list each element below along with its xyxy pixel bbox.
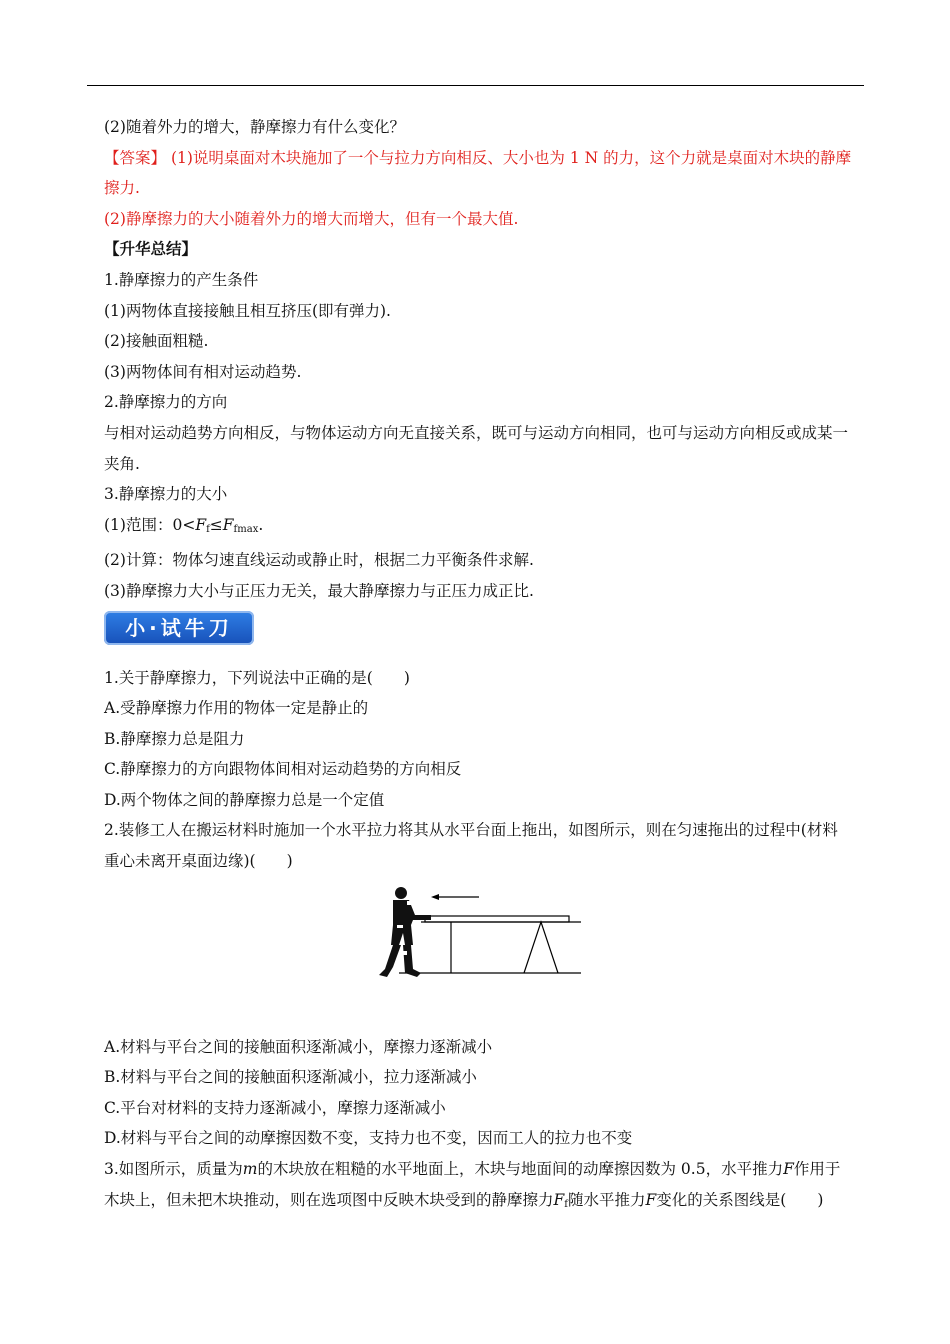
q1-stem: 1.关于静摩擦力，下列说法中正确的是( )	[104, 668, 410, 687]
page-content	[104, 112, 852, 1220]
answer-text-1: (1)说明桌面对木块施加了一个与拉力方向相反、大小也为 1 N 的力，这个力就是桌面对木块的静摩擦力.	[104, 148, 852, 198]
summary-heading: 【升华总结】	[104, 239, 198, 259]
q2-option-c: C.平台对材料的支持力逐渐减小，摩擦力逐渐减小	[104, 1098, 446, 1117]
q2-figure	[104, 877, 852, 1032]
q2-option-a: A.材料与平台之间的接触面积逐渐减小，摩擦力逐渐减小	[104, 1037, 493, 1056]
q2-option-b: B.材料与平台之间的接触面积逐渐减小，拉力逐渐减小	[104, 1068, 477, 1087]
practice-badge: 小·试牛刀	[104, 611, 254, 645]
summary-item-1: 1.静摩擦力的产生条件	[104, 270, 259, 289]
summary-item-1b: (2)接触面粗糙.	[104, 332, 209, 351]
platform-trestle	[524, 922, 558, 973]
header-rule	[87, 85, 864, 86]
practice-badge-row	[104, 607, 852, 663]
subscript-fmax: fmax	[233, 523, 259, 535]
summary-item-3a	[104, 510, 852, 546]
q1-option-d: D.两个物体之间的静摩擦力总是一个定值	[104, 790, 385, 809]
range-prefix: (1)范围：0<	[104, 515, 196, 534]
worker-pulling-plank-illustration	[359, 885, 584, 985]
q2-stem: 2.装修工人在搬运材料时施加一个水平拉力将其从水平台面上拖出，如图所示，则在匀速拖出的过程中(材料重心未离开桌面边缘)( )	[104, 821, 838, 871]
symbol-m: m	[242, 1160, 258, 1179]
summary-item-2: 2.静摩擦力的方向	[104, 393, 228, 412]
question-sub2: (2)随着外力的增大，静摩擦力有什么变化？	[104, 118, 405, 136]
q3-stem: 3.如图所示，质量为m的木块放在粗糙的水平地面上，木块与地面间的动摩擦因数为 0.5，水平推力F作用于木块上，但未把木块推动，则在选项图中反映木块受到的静摩擦力$F_f$随水平推力F变化的关系图线是( )	[104, 1160, 841, 1210]
q1-option-c: C.静摩擦力的方向跟物体间相对运动趋势的方向相反	[104, 760, 462, 779]
symbol-f: F	[195, 515, 207, 534]
summary-item-1c: (3)两物体间有相对运动趋势.	[104, 362, 302, 381]
answer-label: 【答案】	[104, 148, 167, 167]
symbol-F-2: F	[645, 1190, 657, 1209]
symbol-Ff: F	[553, 1190, 565, 1209]
summary-item-3: 3.静摩擦力的大小	[104, 485, 228, 504]
summary-item-3b: (2)计算：物体匀速直线运动或静止时，根据二力平衡条件求解.	[104, 551, 534, 570]
q2-option-d: D.材料与平台之间的动摩擦因数不变，支持力也不变，因而工人的拉力也不变	[104, 1129, 633, 1148]
subscript-f: f	[206, 523, 210, 535]
q1-option-b: B.静摩擦力总是阻力	[104, 729, 245, 748]
answer-paragraph-2: (2)静摩擦力的大小随着外力的增大而增大，但有一个最大值.	[104, 209, 519, 228]
symbol-F: F	[783, 1160, 794, 1179]
worker-figure	[379, 887, 431, 977]
symbol-fmax: F	[222, 515, 234, 534]
material-plank	[425, 916, 569, 922]
arrow-head	[431, 894, 439, 900]
summary-item-1a: (1)两物体直接接触且相互挤压(即有弹力).	[104, 301, 391, 320]
answer-paragraph-1	[104, 143, 852, 204]
le-sign: ≤	[209, 515, 223, 534]
summary-item-3c: (3)静摩擦力大小与正压力无关，最大静摩擦力与正压力成正比.	[104, 581, 534, 600]
range-end: .	[258, 515, 264, 534]
q1-option-a: A.受静摩擦力作用的物体一定是静止的	[104, 699, 369, 718]
summary-item-2a: 与相对运动趋势方向相反，与物体运动方向无直接关系，既可与运动方向相同，也可与运动方向相反或成某一夹角.	[104, 423, 849, 473]
